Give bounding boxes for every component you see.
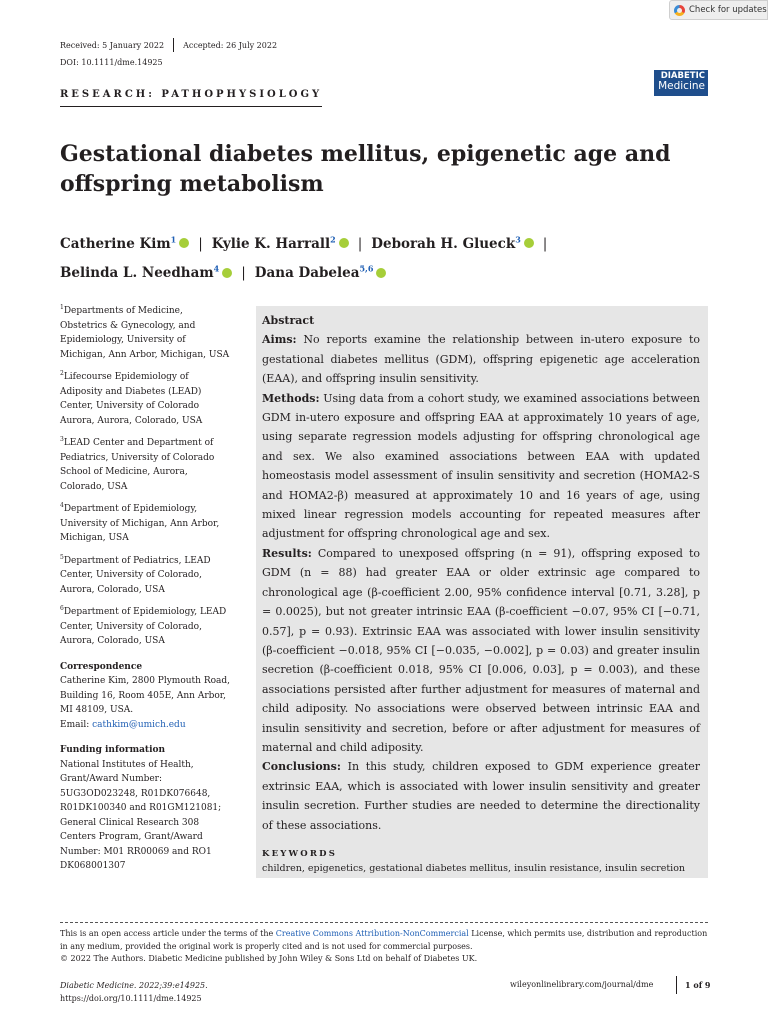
author-affil-sup: 5,6 — [359, 263, 374, 274]
methods-label: Methods: — [262, 391, 320, 405]
orcid-icon[interactable] — [339, 238, 349, 248]
orcid-icon[interactable] — [376, 268, 386, 278]
license-notice — [60, 928, 708, 966]
author-affil-sup: 1 — [170, 234, 177, 244]
license-link[interactable]: Creative Commons Attribution-NonCommercial — [275, 929, 469, 938]
citation-journal: Diabetic Medicine. 2022;39:e14925. — [60, 981, 208, 990]
aims-text: No reports examine the relationship between in-utero exposure to gestational diabetes mellitus (GDM), offspring epigenetic age acceleration (EAA), and offspring insulin sensitivity. — [262, 333, 700, 386]
results-label: Results: — [262, 546, 312, 560]
abstract-conclusions — [262, 757, 700, 835]
conclusions-text: In this study, children exposed to GDM experience greater extrinsic EAA, which is associated with lower insulin sensitivity and greater insulin secretion. Further studies are needed to determine the directionality of these associations. — [262, 760, 700, 832]
author-name: Dana Dabelea — [254, 265, 360, 281]
check-for-updates-button[interactable] — [669, 0, 768, 20]
author-list — [60, 227, 710, 286]
correspondence-email-line — [60, 718, 232, 733]
affiliation-text: Lifecourse Epidemiology of Adiposity and Diabetes (LEAD) Center, University of Colorado Aurora, Aurora, Colorado, USA — [60, 372, 203, 426]
orcid-icon[interactable] — [222, 268, 232, 278]
abstract-aims — [262, 330, 700, 388]
author[interactable] — [371, 236, 533, 252]
funding-text: National Institutes of Health, Grant/Award Number: 5UG3OD023248, R01DK076648, R01DK100340 and R01GM121081; General Clinical Research 308 Centers Program, Grant/Award Number: M01 RR00069 and RO1 DK068001307 — [60, 759, 222, 871]
affiliation-text: LEAD Center and Department of Pediatrics, University of Colorado School of Medicine, Aurora, Colorado, USA — [60, 438, 215, 492]
article-dates — [60, 38, 277, 52]
author-divider: | — [357, 235, 363, 252]
author-affil-sup: 4 — [213, 263, 220, 274]
correspondence-text: Catherine Kim, 2800 Plymouth Road, Building 16, Room 405E, Ann Arbor, MI 48109, USA. — [60, 676, 231, 715]
orcid-icon[interactable] — [179, 238, 189, 248]
abstract-box — [256, 306, 708, 878]
section-label: RESEARCH: PATHOPHYSIOLOGY — [60, 89, 322, 107]
journal-url-link[interactable]: wileyonlinelibrary.com/journal/dme — [510, 980, 654, 989]
author-divider: | — [198, 235, 203, 252]
author-name: Belinda L. Needham — [60, 265, 214, 281]
email-label: Email: — [60, 719, 90, 730]
keywords-text: children, epigenetics, gestational diabetes mellitus, insulin resistance, insulin secretion — [262, 862, 686, 874]
check-for-updates-label: Check for updates — [689, 5, 767, 15]
author-divider: | — [542, 235, 548, 252]
author[interactable] — [60, 265, 232, 281]
citation-doi-link[interactable]: https://doi.org/10.1111/dme.14925 — [60, 993, 202, 1003]
affiliation — [60, 551, 232, 598]
license-text-pre: This is an open access article under the terms of the — [60, 929, 276, 938]
abstract-results — [262, 544, 700, 757]
logo-line-2: Medicine — [658, 79, 705, 92]
affiliation — [60, 301, 232, 362]
affiliation-sup: 2 — [60, 370, 64, 377]
article-title: Gestational diabetes mellitus, epigenetic age and offspring metabolism — [60, 141, 671, 197]
author-divider: | — [241, 265, 246, 281]
affiliation-text: Department of Epidemiology, LEAD Center, University of Colorado, Aurora, Colorado, USA — [60, 607, 227, 646]
affiliation — [60, 433, 232, 494]
footer-divider — [60, 922, 708, 923]
affiliation — [60, 499, 232, 546]
conclusions-label: Conclusions: — [262, 760, 341, 774]
license-text-post: License, which permits use, distribution and reproduction in any medium, provided the original work is properly cited and is not used for commercial purposes. — [60, 929, 708, 951]
author-name: Deborah H. Glueck — [371, 235, 516, 252]
affiliation — [60, 367, 232, 428]
abstract-methods — [262, 389, 700, 544]
accepted-date: Accepted: 26 July 2022 — [183, 40, 278, 50]
results-text: Compared to unexposed offspring (n = 91), offspring exposed to GDM (n = 88) had greater EAA or older extrinsic age compared to chronological age (β-coefficient 2.00, 95% confidence interval [0.71, 3.28], p = 0.0025), but not greater intrinsic EAA (β-coefficient −0.07, 95% CI [−0.71, 0.57], p = 0.93). Extrinsic EAA was associated with lower insulin sensitivity (β-coefficient −0.018, 95% CI [−0.035, −0.002], p = 0.03) and greater insulin secretion (β-coefficient 0.018, 95% CI [0.006, 0.03], p = 0.003), and these associations persisted after further adjustment for measures of maternal and child adiposity. No associations were observed between intrinsic EAA and insulin sensitivity and secretion, before or after adjustment for measures of maternal and child adiposity. — [262, 546, 700, 754]
funding-heading: Funding information — [60, 745, 166, 755]
email-link[interactable]: cathkim@umich.edu — [92, 719, 186, 730]
date-divider — [173, 38, 174, 52]
journal-logo — [654, 70, 708, 96]
affiliation-sup: 5 — [60, 553, 64, 561]
author[interactable] — [255, 265, 387, 281]
affiliation-text: Department of Pediatrics, LEAD Center, University of Colorado, Aurora, Colorado, USA — [60, 555, 211, 595]
abstract-heading: Abstract — [262, 314, 315, 327]
methods-text: Using data from a cohort study, we examined associations between GDM in-utero exposure and offspring EAA at approximately 10 years of age, using separate regression models adjusting for offspring chronological age and sex. We also examined associations between EAA with updated homeostasis model assessment of insulin sensitivity and secretion (HOMA2-S and HOMA2-β) measured at approximately 10 and 16 years of age, using mixed linear regression models accounting for repeated measures after adjustment for offspring chronological age and sex. — [262, 391, 700, 541]
author-name: Kylie K. Harrall — [211, 235, 331, 252]
crossmark-icon — [674, 5, 685, 16]
affiliations-column — [60, 301, 232, 874]
received-date: Received: 5 January 2022 — [60, 40, 165, 50]
copyright-text: © 2022 The Authors. Diabetic Medicine published by John Wiley & Sons Ltd on behalf of Diabetes UK. — [60, 954, 478, 963]
author-name: Catherine Kim — [60, 235, 171, 252]
affiliation-sup: 3 — [60, 436, 64, 443]
author-affil-sup: 3 — [515, 234, 521, 244]
author[interactable] — [60, 236, 189, 252]
author-affil-sup: 2 — [330, 234, 336, 244]
article-doi: DOI: 10.1111/dme.14925 — [60, 58, 163, 67]
page-number: 1 of 9 — [676, 976, 710, 994]
affiliation-sup: 4 — [60, 502, 64, 509]
logo-line-1: DIABETIC — [660, 71, 705, 81]
affiliation-text: Department of Epidemiology, University of Michigan, Ann Arbor, Michigan, USA — [60, 504, 220, 543]
keywords-heading: KEYWORDS — [262, 848, 338, 859]
orcid-icon[interactable] — [524, 238, 534, 248]
affiliation — [60, 602, 232, 649]
affiliation-sup: 1 — [60, 304, 64, 311]
affiliation-text: Departments of Medicine, Obstetrics & Gynecology, and Epidemiology, University of Michigan, Ann Arbor, Michigan, USA — [60, 306, 230, 360]
correspondence-heading: Correspondence — [60, 661, 143, 672]
affiliation-sup: 6 — [60, 605, 64, 612]
citation-block — [60, 980, 208, 1005]
aims-label: Aims: — [262, 333, 297, 347]
author[interactable] — [212, 236, 349, 252]
